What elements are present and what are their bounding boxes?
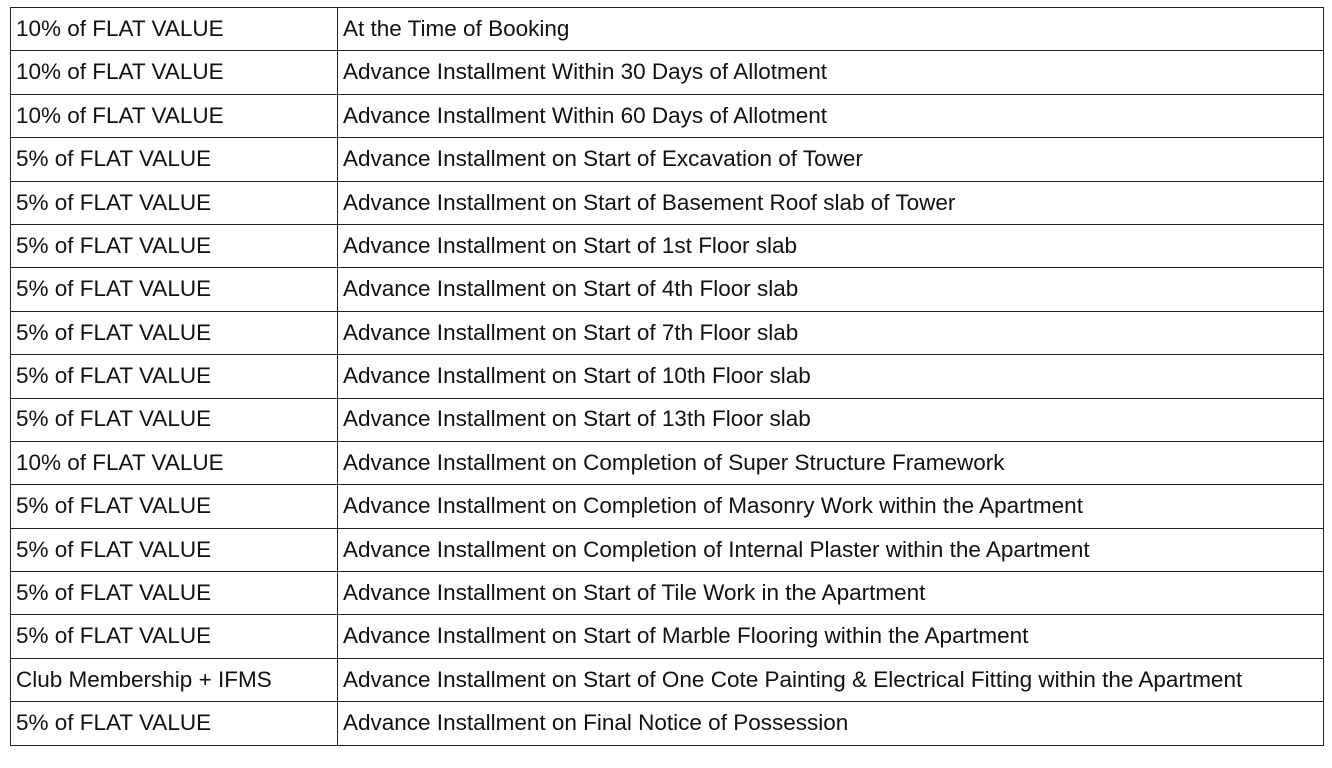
table-row (11, 224, 1324, 267)
stage-cell: Advance Installment on Start of Excavation of Tower (338, 138, 1324, 181)
amount-cell: 10% of FLAT VALUE (11, 51, 338, 94)
table-row (11, 51, 1324, 94)
stage-cell: Advance Installment on Start of 7th Floor slab (338, 311, 1324, 354)
stage-cell: Advance Installment on Start of One Cote Painting & Electrical Fitting within the Apartment (338, 658, 1324, 701)
table-row (11, 572, 1324, 615)
amount-cell: 10% of FLAT VALUE (11, 94, 338, 137)
table-row (11, 398, 1324, 441)
amount-cell: 5% of FLAT VALUE (11, 615, 338, 658)
stage-cell: Advance Installment on Start of 13th Floor slab (338, 398, 1324, 441)
stage-cell: Advance Installment Within 60 Days of Allotment (338, 94, 1324, 137)
stage-cell: Advance Installment on Start of Basement Roof slab of Tower (338, 181, 1324, 224)
amount-cell: 5% of FLAT VALUE (11, 572, 338, 615)
amount-cell: 10% of FLAT VALUE (11, 8, 338, 51)
table-row (11, 702, 1324, 745)
stage-cell: Advance Installment on Start of 1st Floor slab (338, 224, 1324, 267)
table-row (11, 615, 1324, 658)
amount-cell: 5% of FLAT VALUE (11, 268, 338, 311)
amount-cell: 5% of FLAT VALUE (11, 311, 338, 354)
table-row (11, 441, 1324, 484)
table-row (11, 485, 1324, 528)
stage-cell: Advance Installment on Completion of Internal Plaster within the Apartment (338, 528, 1324, 571)
table-row (11, 94, 1324, 137)
amount-cell: 5% of FLAT VALUE (11, 528, 338, 571)
payment-plan-table (10, 7, 1324, 746)
amount-cell: 5% of FLAT VALUE (11, 181, 338, 224)
stage-cell: Advance Installment on Start of 4th Floor slab (338, 268, 1324, 311)
stage-cell: Advance Installment on Completion of Masonry Work within the Apartment (338, 485, 1324, 528)
stage-cell: Advance Installment Within 30 Days of Allotment (338, 51, 1324, 94)
stage-cell: Advance Installment on Start of Tile Work in the Apartment (338, 572, 1324, 615)
table-row (11, 528, 1324, 571)
stage-cell: At the Time of Booking (338, 8, 1324, 51)
amount-cell: 10% of FLAT VALUE (11, 441, 338, 484)
amount-cell: 5% of FLAT VALUE (11, 398, 338, 441)
amount-cell: 5% of FLAT VALUE (11, 224, 338, 267)
stage-cell: Advance Installment on Completion of Super Structure Framework (338, 441, 1324, 484)
table-row (11, 311, 1324, 354)
stage-cell: Advance Installment on Start of 10th Floor slab (338, 355, 1324, 398)
amount-cell: Club Membership + IFMS (11, 658, 338, 701)
table-row (11, 268, 1324, 311)
table-row (11, 355, 1324, 398)
amount-cell: 5% of FLAT VALUE (11, 702, 338, 745)
table-row (11, 8, 1324, 51)
table-row (11, 658, 1324, 701)
amount-cell: 5% of FLAT VALUE (11, 355, 338, 398)
amount-cell: 5% of FLAT VALUE (11, 485, 338, 528)
payment-plan-container (10, 7, 1324, 746)
table-row (11, 138, 1324, 181)
amount-cell: 5% of FLAT VALUE (11, 138, 338, 181)
table-row (11, 181, 1324, 224)
stage-cell: Advance Installment on Start of Marble Flooring within the Apartment (338, 615, 1324, 658)
stage-cell: Advance Installment on Final Notice of Possession (338, 702, 1324, 745)
